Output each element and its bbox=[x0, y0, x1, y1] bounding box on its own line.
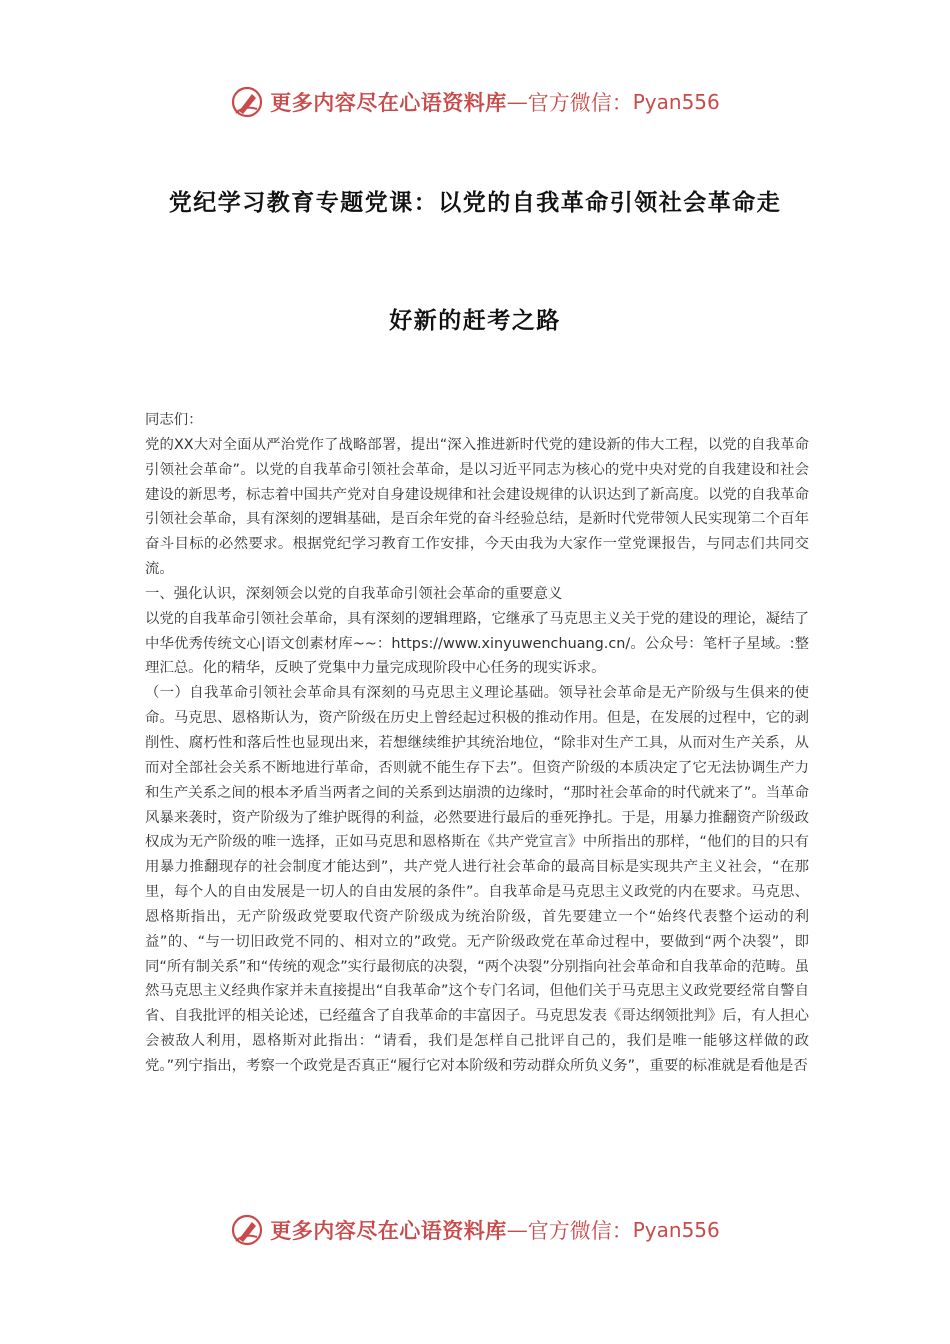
body-paragraph: 以党的自我革命引领社会革命，具有深刻的逻辑理路，它继承了马克思主义关于党的建设的理论，凝结了中华优秀传统文心|语文创素材库~~：https://www.xinyuwenchuang.cn/。公众号：笔杆子星域。:整理汇总。化的精华，反映了党集中力量完成现阶段中心任务的现实诉求。 bbox=[145, 610, 809, 677]
body-paragraph: 党的XX大对全面从严治党作了战略部署，提出“深入推进新时代党的建设新的伟大工程，以党的自我革命引领社会革命”。以党的自我革命引领社会革命，是以习近平同志为核心的党中央对党的自我建设和社会建设的新思考，标志着中国共产党对自身建设规律和社会建设规律的认识达到了新高度。以党的自我革命引领社会革命，具有深刻的逻辑基础，是百余年党的奋斗经验总结，是新时代党带领人民实现第二个百年奋斗目标的必然要求。根据党纪学习教育工作安排，今天由我为大家作一堂党课报告，与同志们共同交流。 bbox=[145, 436, 809, 578]
banner-separator: — bbox=[506, 1218, 528, 1242]
banner-account-label: 官方微信： bbox=[527, 1219, 633, 1243]
body-paragraph: （一）自我革命引领社会革命具有深刻的马克思主义理论基础。领导社会革命是无产阶级与生俱来的使命。马克思、恩格斯认为，资产阶级在历史上曾经起过积极的推动作用。但是，在发展的过程中，它的剥削性、腐朽性和落后性也显现出来，若想继续维护其统治地位，“除非对生产工具，从而对生产关系，从而对全部社会关系不断地进行革命，否则就不能生存下去”。但资产阶级的本质决定了它无法协调生产力和生产关系之间的根本矛盾当两者之间的关系到达崩溃的边缘时，“那时社会革命的时代就来了”。当革命风暴来袭时，资产阶级为了维护既得的利益，必然要进行最后的垂死挣扎。于是，用暴力推翻资产阶级政权成为无产阶级的唯一选择，正如马克思和恩格斯在《共产党宣言》中所指出的那样，“他们的目的只有用暴力推翻现存的社会制度才能达到”，共产党人进行社会革命的最高目标是实现共产主义社会，“在那里，每个人的自由发展是一切人的自由发展的条件”。自我革命是马克思主义政党的内在要求。马克思、恩格斯指出，无产阶级政党要取代资产阶级成为统治阶级，首先要建立一个“始终代表整个运动的利益”的、“与一切旧政党不同的、相对立的”政党。无产阶级政党在革命过程中，要做到“两个决裂”，即同“所有制关系”和“传统的观念”实行最彻底的决裂，“两个决裂”分别指向社会革命和自我革命的范畴。虽然马克思主义经典作家并未直接提出“自我革命”这个专门名词，但他们关于马克思主义政党要经常自警自省、自我批评的相关论述，已经蕴含了自我革命的丰富因子。马克思发表《哥达纲领批判》后，有人担心会被敌人利用，恩格斯对此指出：“请看，我们是怎样自己批评自己的，我们是唯一能够这样做的政党。”列宁指出，考察一个政党是否真正“履行它对本阶级和劳动群众所负义务”，重要的标准就是看他是否 bbox=[145, 685, 809, 1074]
pen-nib-logo-icon bbox=[230, 85, 264, 119]
pen-nib-logo-icon bbox=[230, 1213, 264, 1247]
footer-banner bbox=[0, 1208, 950, 1252]
document-body bbox=[145, 408, 809, 1079]
header-banner bbox=[0, 80, 950, 124]
salutation: 同志们： bbox=[145, 412, 203, 428]
banner-brand-text: 更多内容尽在心语资料库 bbox=[270, 90, 507, 115]
banner-separator: — bbox=[506, 90, 528, 114]
banner-brand-text: 更多内容尽在心语资料库 bbox=[270, 1218, 507, 1243]
section-heading: 一、强化认识，深刻领会以党的自我革命引领社会革命的重要意义 bbox=[145, 585, 563, 602]
document-title-line-2: 好新的赶考之路 bbox=[389, 307, 561, 334]
banner-account-label: 官方微信： bbox=[527, 91, 633, 115]
document-title-line-1: 党纪学习教育专题党课：以党的自我革命引领社会革命走 bbox=[168, 189, 782, 216]
banner-account-handle: Pyan556 bbox=[632, 90, 720, 114]
banner-account-handle: Pyan556 bbox=[632, 1218, 720, 1242]
